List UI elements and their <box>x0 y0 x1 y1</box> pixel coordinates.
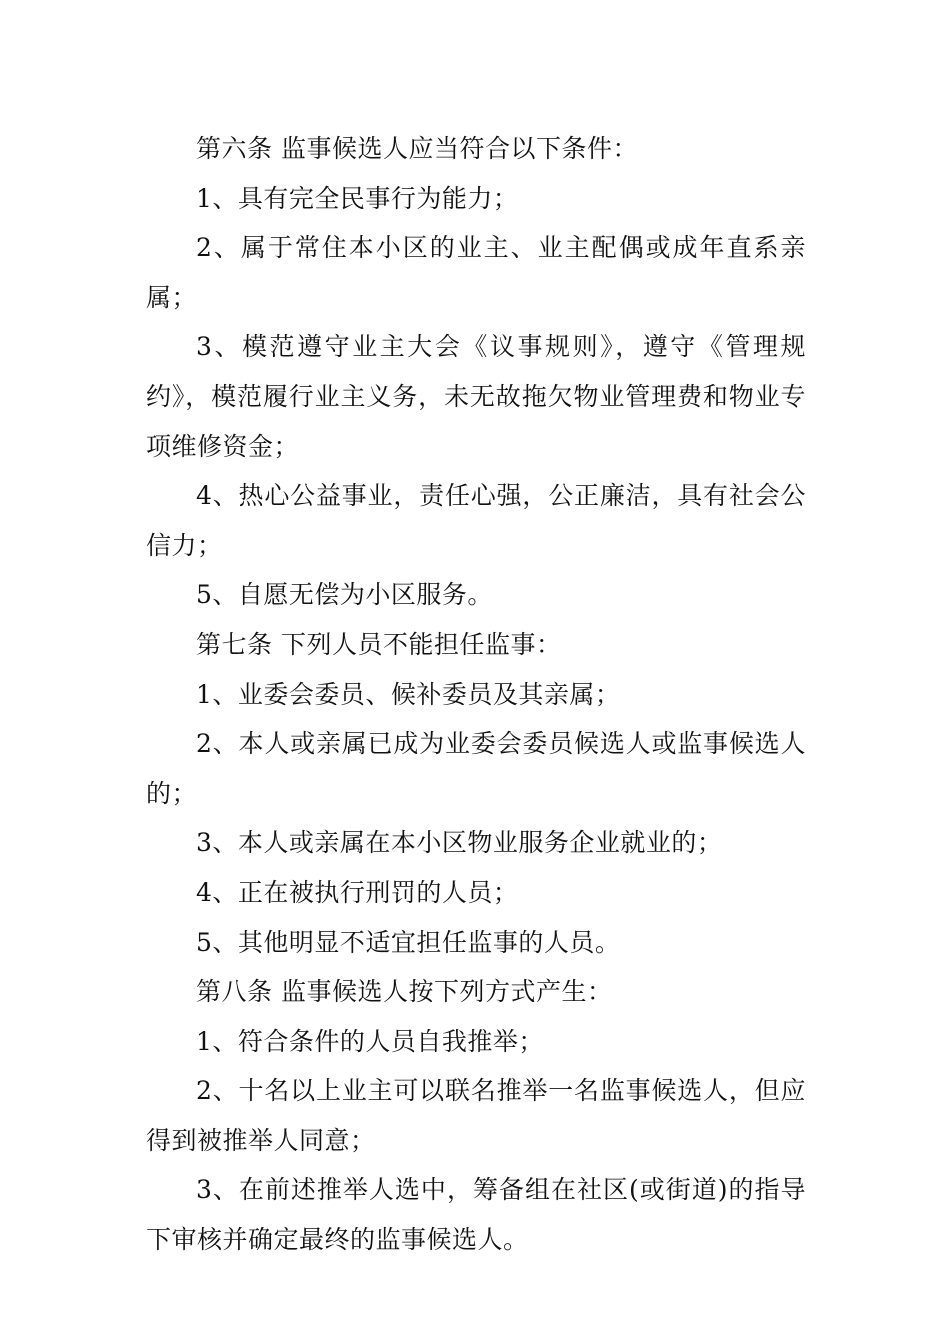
article-7-item-5: 5、其他明显不适宜担任监事的人员。 <box>196 927 621 957</box>
article-8-item-3: 3、在前述推举人选中，筹备组在社区(或街道)的指导下审核并确定最终的监事候选人。 <box>146 1175 806 1255</box>
article-6-item-5: 5、自愿无偿为小区服务。 <box>196 580 493 610</box>
article-7-item-1: 1、业委会委员、候补委员及其亲属； <box>196 679 621 709</box>
document-page <box>146 124 806 1265</box>
article-7-item-3: 3、本人或亲属在本小区物业服务企业就业的； <box>196 828 723 858</box>
article-8-item-2: 2、十名以上业主可以联名推举一名监事候选人，但应得到被推举人同意； <box>146 1076 806 1155</box>
article-7-item-4: 4、正在被执行刑罚的人员； <box>196 877 519 907</box>
article-6-item-4: 4、热心公益事业，责任心强，公正廉洁，具有社会公信力； <box>146 481 806 560</box>
article-8-item-1: 1、符合条件的人员自我推举； <box>196 1026 544 1056</box>
article-6-heading: 第六条 监事候选人应当符合以下条件： <box>196 134 638 163</box>
article-6-item-1: 1、具有完全民事行为能力； <box>196 183 519 213</box>
article-8-heading: 第八条 监事候选人按下列方式产生： <box>196 977 613 1007</box>
article-7-heading: 第七条 下列人员不能担任监事： <box>196 629 562 659</box>
article-6-item-3: 3、模范遵守业主大会《议事规则》，遵守《管理规约》，模范履行业主义务，未无故拖欠物业管理费和物业专项维修资金； <box>146 332 806 461</box>
article-6-item-2: 2、属于常住本小区的业主、业主配偶或成年直系亲属； <box>146 233 806 312</box>
article-7-item-2: 2、本人或亲属已成为业委会委员候选人或监事候选人的； <box>146 729 806 808</box>
